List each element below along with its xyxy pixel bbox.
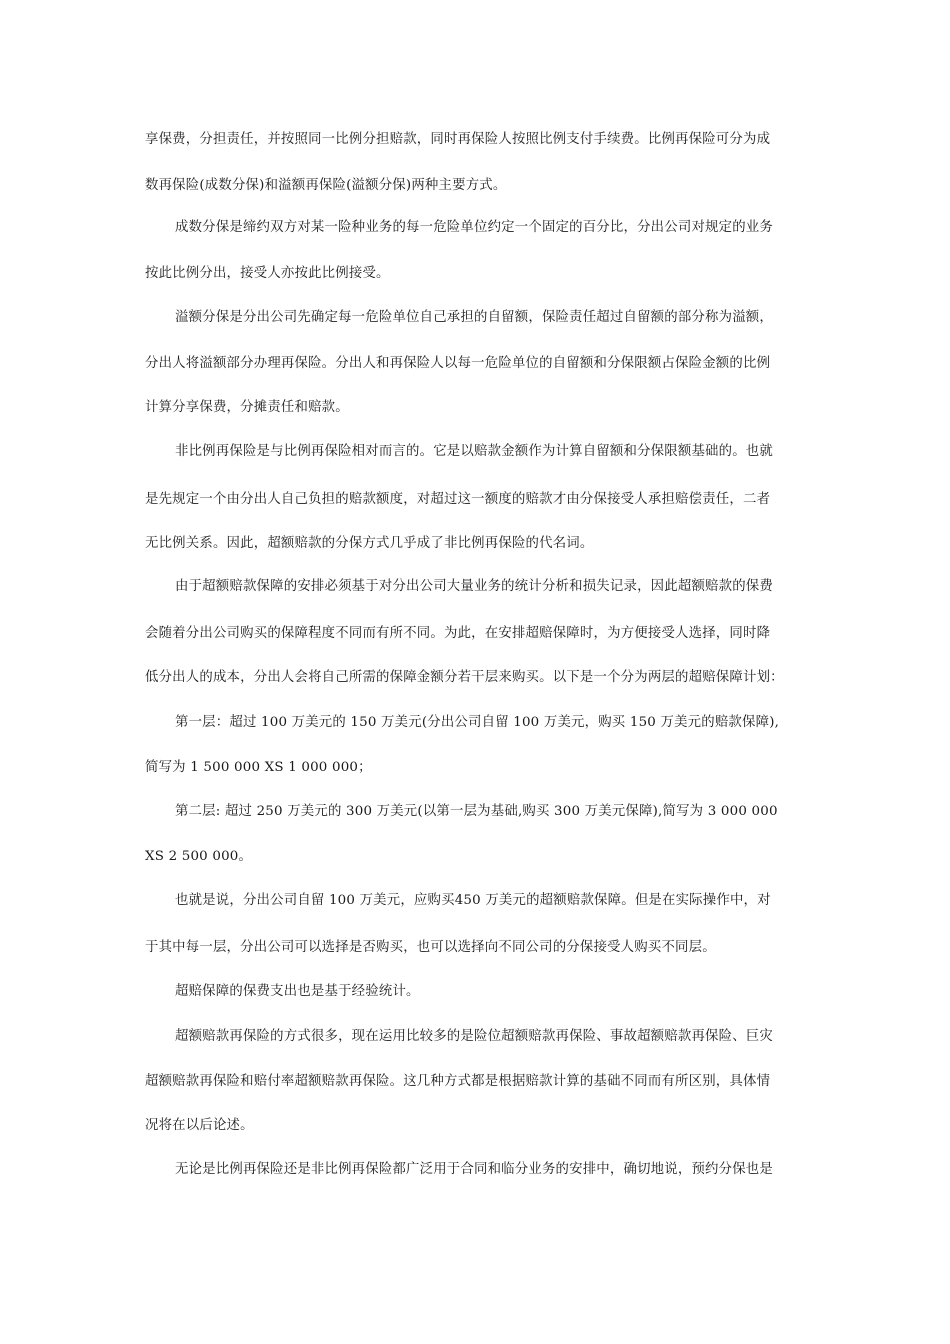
text-line: 是先规定一个由分出人自己负担的赔款额度，对超过这一额度的赔款才由分保接受人承担赔偿责任，二者 (145, 492, 771, 507)
text-line: 简写为 1 500 000 XS 1 000 000； (145, 760, 372, 775)
text-line: 享保费，分担责任，并按照同一比例分担赔款，同时再保险人按照比例支付手续费。比例再保险可分为成 (145, 132, 771, 147)
text-line: 超额赔款再保险的方式很多，现在运用比较多的是险位超额赔款再保险、事故超额赔款再保险、巨灾 (175, 1029, 773, 1044)
text-line: 按此比例分出，接受人亦按此比例接受。 (145, 266, 390, 281)
text-line: 会随着分出公司购买的保障程度不同而有所不同。为此，在安排超赔保障时，为方便接受人选择，同时降 (145, 626, 771, 641)
text-line: 超赔保障的保费支出也是基于经验统计。 (175, 984, 420, 999)
text-line: 于其中每一层，分出公司可以选择是否购买，也可以选择向不同公司的分保接受人购买不同层。 (145, 940, 716, 955)
text-line: 况将在以后论述。 (145, 1118, 254, 1133)
text-line: 第二层: 超过 250 万美元的 300 万美元(以第一层为基础,购买 300 万美元保障),简写为 3 000 000 (175, 804, 778, 819)
text-line: 数再保险(成数分保)和溢额再保险(溢额分保)两种主要方式。 (145, 178, 507, 193)
text-line: 由于超额赔款保障的安排必须基于对分出公司大量业务的统计分析和损失记录，因此超额赔款的保费 (175, 579, 773, 594)
text-line: 低分出人的成本，分出人会将自己所需的保障金额分若干层来购买。以下是一个分为两层的超赔保障计划： (145, 670, 784, 685)
text-line: 分出人将溢额部分办理再保险。分出人和再保险人以每一危险单位的自留额和分保限额占保险金额的比例 (145, 356, 771, 371)
text-line: 也就是说，分出公司自留 100 万美元，应购买450 万美元的超额赔款保障。但是在实际操作中，对 (175, 893, 771, 908)
text-line: 第一层：超过 100 万美元的 150 万美元(分出公司自留 100 万美元，购买 150 万美元的赔款保障), (175, 715, 780, 730)
text-line: XS 2 500 000。 (145, 849, 253, 864)
text-line: 无比例关系。因此，超额赔款的分保方式几乎成了非比例再保险的代名词。 (145, 536, 594, 551)
text-line: 成数分保是缔约双方对某一险种业务的每一危险单位约定一个固定的百分比，分出公司对规定的业务 (175, 220, 773, 235)
text-line: 无论是比例再保险还是非比例再保险都广泛用于合同和临分业务的安排中，确切地说，预约分保也是 (175, 1162, 773, 1177)
text-line: 超额赔款再保险和赔付率超额赔款再保险。这几种方式都是根据赔款计算的基础不同而有所区别，具体情 (145, 1074, 771, 1089)
text-line: 溢额分保是分出公司先确定每一危险单位自己承担的自留额，保险责任超过自留额的部分称为溢额， (175, 310, 773, 325)
text-line: 非比例再保险是与比例再保险相对而言的。它是以赔款金额作为计算自留额和分保限额基础的。也就 (175, 444, 773, 459)
text-line: 计算分享保费，分摊责任和赔款。 (145, 400, 349, 415)
